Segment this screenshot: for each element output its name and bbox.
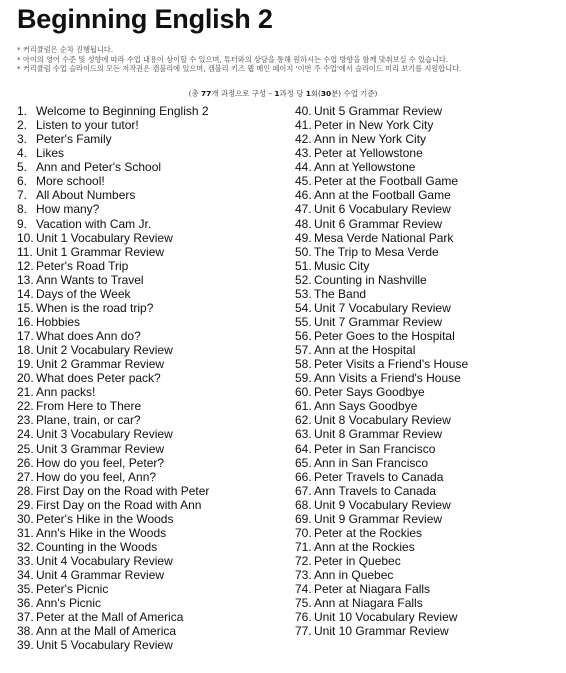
lesson-number: 32. <box>17 539 34 554</box>
lesson-item <box>295 624 560 638</box>
lesson-title: Unit 9 Vocabulary Review <box>314 497 451 512</box>
lesson-item <box>17 146 282 160</box>
lesson-item <box>17 596 282 610</box>
lesson-number: 46. <box>295 188 312 203</box>
lesson-title: Ann Visits a Friend's House <box>314 371 461 386</box>
lesson-item <box>17 231 282 245</box>
lesson-item <box>17 132 282 146</box>
lesson-number: 33. <box>17 554 34 568</box>
lesson-item <box>295 582 560 596</box>
lesson-title: Mesa Verde National Park <box>314 230 454 245</box>
lesson-title: Ann at the Hospital <box>314 343 416 358</box>
lesson-item <box>295 188 560 202</box>
lesson-number: 26. <box>17 455 34 470</box>
lesson-item <box>295 174 560 188</box>
lesson-title: Unit 8 Vocabulary Review <box>314 413 451 428</box>
lesson-number: 69. <box>295 511 312 526</box>
lesson-item <box>17 624 282 638</box>
lesson-item <box>17 554 282 568</box>
lesson-item <box>295 259 560 273</box>
lesson-item <box>17 456 282 470</box>
lesson-number: 20. <box>17 371 34 386</box>
lesson-item <box>17 188 282 202</box>
lesson-title: Ann at the Mall of America <box>36 624 177 639</box>
lesson-title: What does Ann do? <box>36 329 141 343</box>
lesson-item <box>17 498 282 512</box>
lesson-item <box>295 596 560 610</box>
lesson-title: Peter's Picnic <box>36 582 109 597</box>
summary-minutes: 30 <box>320 89 332 98</box>
lesson-title: Vacation with Cam Jr. <box>36 216 152 231</box>
lesson-item <box>17 273 282 287</box>
summary-sessions: 1 <box>305 89 311 98</box>
lesson-title: Ann in San Francisco <box>314 455 429 470</box>
lesson-title: Ann Wants to Travel <box>36 272 144 287</box>
lesson-item <box>295 273 560 287</box>
page-title: Beginning English 2 <box>17 4 273 34</box>
lesson-title: Counting in Nashville <box>314 272 427 287</box>
lesson-number: 45. <box>295 174 312 189</box>
lesson-number: 3. <box>17 132 28 147</box>
lesson-number: 37. <box>17 610 34 625</box>
lesson-title: Unit 4 Vocabulary Review <box>36 554 173 568</box>
lesson-number: 34. <box>17 568 34 583</box>
lesson-number: 6. <box>17 174 28 189</box>
lesson-number: 14. <box>17 286 34 301</box>
lesson-title: Unit 9 Grammar Review <box>314 511 443 526</box>
lesson-item <box>17 287 282 301</box>
lesson-number: 27. <box>17 469 34 484</box>
lesson-title: Unit 10 Vocabulary Review <box>314 610 458 625</box>
lesson-title: Peter at the Rockies <box>314 525 423 540</box>
lesson-number: 35. <box>17 582 34 597</box>
lesson-title: Unit 5 Vocabulary Review <box>36 638 173 653</box>
lesson-title: Ann Says Goodbye <box>314 399 418 414</box>
lesson-number: 39. <box>17 638 34 653</box>
lesson-item <box>295 329 560 343</box>
lesson-number: 64. <box>295 441 312 456</box>
lesson-number: 4. <box>17 146 28 161</box>
lesson-number: 41. <box>295 118 312 133</box>
lesson-title: Ann's Hike in the Woods <box>36 525 167 540</box>
lesson-title: Ann at Yellowstone <box>314 160 416 175</box>
lesson-item <box>295 568 560 582</box>
lesson-title: Unit 6 Vocabulary Review <box>314 202 451 217</box>
lesson-list-right <box>295 104 560 638</box>
lesson-item <box>295 385 560 399</box>
lesson-number: 18. <box>17 343 34 358</box>
lesson-title: More school! <box>36 174 105 189</box>
lesson-title: Plane, train, or car? <box>36 413 141 428</box>
lesson-title: Ann at Niagara Falls <box>314 596 423 611</box>
lesson-item <box>295 287 560 301</box>
lesson-number: 44. <box>295 160 312 175</box>
lesson-number: 8. <box>17 202 28 217</box>
lesson-title: Peter at Yellowstone <box>314 146 423 161</box>
course-summary <box>0 88 566 99</box>
lesson-title: Music City <box>314 258 370 273</box>
lesson-number: 58. <box>295 357 312 372</box>
summary-mid3: 회( <box>310 89 321 98</box>
lesson-number: 70. <box>295 525 312 540</box>
lesson-number: 47. <box>295 202 312 217</box>
lesson-number: 12. <box>17 258 34 273</box>
lesson-title: Listen to your tutor! <box>36 118 139 133</box>
lesson-title: Unit 2 Grammar Review <box>36 357 165 372</box>
lesson-number: 5. <box>17 160 28 175</box>
lesson-item <box>295 512 560 526</box>
lesson-title: Peter's Hike in the Woods <box>36 511 174 526</box>
lesson-number: 17. <box>17 329 34 343</box>
lesson-title: Ann's Picnic <box>36 596 101 611</box>
summary-mid4: 분) <box>331 89 342 98</box>
lesson-title: Peter Says Goodbye <box>314 385 425 400</box>
lesson-title: First Day on the Road with Ann <box>36 497 202 512</box>
lesson-item <box>17 118 282 132</box>
lesson-title: Likes <box>36 146 65 161</box>
curriculum-notes <box>17 45 557 74</box>
lesson-number: 56. <box>295 329 312 343</box>
lesson-item <box>295 427 560 441</box>
lesson-number: 76. <box>295 610 312 625</box>
lesson-number: 10. <box>17 230 34 245</box>
lesson-title: Unit 7 Vocabulary Review <box>314 300 451 315</box>
lesson-item <box>17 371 282 385</box>
lesson-title: Unit 3 Grammar Review <box>36 441 165 456</box>
note-item: * 커리큘럼은 순차 진행됩니다. <box>17 45 114 54</box>
lesson-title: Unit 8 Grammar Review <box>314 427 443 442</box>
lesson-number: 9. <box>17 216 28 231</box>
lesson-title: Ann at the Rockies <box>314 539 415 554</box>
lesson-title: Peter Visits a Friend's House <box>314 357 469 372</box>
lesson-title: Ann in New York City <box>314 132 427 147</box>
lesson-item <box>17 245 282 259</box>
lesson-number: 19. <box>17 357 34 372</box>
lesson-item <box>295 456 560 470</box>
lesson-number: 66. <box>295 469 312 484</box>
lesson-number: 40. <box>295 104 312 118</box>
lesson-number: 28. <box>17 483 34 498</box>
lesson-title: How do you feel, Peter? <box>36 455 165 470</box>
summary-suffix: 수업 기준) <box>341 89 378 98</box>
lesson-title: Unit 3 Vocabulary Review <box>36 427 173 442</box>
lesson-title: Peter's Family <box>36 132 112 147</box>
lesson-title: Peter at Niagara Falls <box>314 582 431 597</box>
summary-per-course: 1 <box>274 89 280 98</box>
lesson-item <box>17 174 282 188</box>
lesson-item <box>17 160 282 174</box>
lesson-item <box>17 610 282 624</box>
lesson-number: 75. <box>295 596 312 611</box>
lesson-title: When is the road trip? <box>36 300 154 315</box>
lesson-item <box>17 357 282 371</box>
lesson-number: 74. <box>295 582 312 597</box>
lesson-number: 23. <box>17 413 34 428</box>
lesson-title: Ann Travels to Canada <box>314 483 437 498</box>
lesson-title: Peter Travels to Canada <box>314 469 444 484</box>
lesson-item <box>295 315 560 329</box>
lesson-title: How many? <box>36 202 100 217</box>
lesson-number: 59. <box>295 371 312 386</box>
lesson-item <box>295 413 560 427</box>
lesson-number: 71. <box>295 539 312 554</box>
lesson-item <box>295 301 560 315</box>
lesson-item <box>295 104 560 118</box>
lesson-item <box>17 526 282 540</box>
lesson-item <box>295 498 560 512</box>
lesson-item <box>295 399 560 413</box>
lesson-title: Peter in San Francisco <box>314 441 436 456</box>
lesson-number: 13. <box>17 272 34 287</box>
lesson-number: 16. <box>17 314 34 329</box>
lesson-title: Days of the Week <box>36 286 131 301</box>
lesson-number: 54. <box>295 300 312 315</box>
lesson-title: Peter Goes to the Hospital <box>314 329 455 343</box>
lesson-item <box>17 484 282 498</box>
lesson-title: Hobbies <box>36 314 81 329</box>
lesson-item <box>295 343 560 357</box>
lesson-title: Peter's Road Trip <box>36 258 129 273</box>
lesson-number: 25. <box>17 441 34 456</box>
lesson-number: 73. <box>295 568 312 583</box>
lesson-number: 53. <box>295 286 312 301</box>
lesson-title: Welcome to Beginning English 2 <box>36 104 209 118</box>
summary-mid1: 개 과정으로 구성 – <box>211 89 275 98</box>
lesson-number: 24. <box>17 427 34 442</box>
lesson-item <box>17 442 282 456</box>
lesson-item <box>17 385 282 399</box>
lesson-title: Counting in the Woods <box>36 539 158 554</box>
lesson-number: 29. <box>17 497 34 512</box>
lesson-number: 67. <box>295 483 312 498</box>
lesson-title: Ann and Peter's School <box>36 160 162 175</box>
note-item: * 아이의 영어 수준 및 성향에 따라 수업 내용이 상이할 수 있으며, 튜터와의 상담을 통해 원하시는 수업 방향을 함께 맞춰보실 수 있습니다. <box>17 54 449 64</box>
summary-total: 77 <box>201 89 212 98</box>
lesson-title: Unit 6 Grammar Review <box>314 216 443 231</box>
lesson-number: 63. <box>295 427 312 442</box>
lesson-item <box>17 470 282 484</box>
lesson-number: 55. <box>295 314 312 329</box>
lesson-title: The Trip to Mesa Verde <box>314 244 439 259</box>
lesson-number: 21. <box>17 385 34 400</box>
lesson-item <box>17 638 282 652</box>
lesson-title: What does Peter pack? <box>36 371 161 386</box>
lesson-item <box>295 540 560 554</box>
lesson-number: 60. <box>295 385 312 400</box>
lesson-title: Peter in New York City <box>314 118 434 133</box>
lesson-item <box>295 231 560 245</box>
lesson-title: Ann in Quebec <box>314 568 394 583</box>
lesson-item <box>295 554 560 568</box>
lesson-item <box>17 329 282 343</box>
lesson-number: 11. <box>17 244 33 259</box>
lesson-title: Unit 4 Grammar Review <box>36 568 165 583</box>
lesson-number: 48. <box>295 216 312 231</box>
lesson-number: 42. <box>295 132 312 147</box>
lesson-title: Unit 5 Grammar Review <box>314 104 443 118</box>
lesson-number: 62. <box>295 413 312 428</box>
lesson-item <box>295 442 560 456</box>
lesson-item <box>295 132 560 146</box>
lesson-item <box>17 582 282 596</box>
summary-prefix: (총 <box>188 89 202 98</box>
lesson-title: Unit 1 Vocabulary Review <box>36 230 173 245</box>
lesson-item <box>17 301 282 315</box>
lesson-item <box>17 427 282 441</box>
lesson-number: 2. <box>17 118 28 133</box>
lesson-title: Ann at the Football Game <box>314 188 451 203</box>
lesson-number: 50. <box>295 244 312 259</box>
lesson-number: 72. <box>295 554 312 568</box>
lesson-number: 43. <box>295 146 312 161</box>
lesson-number: 52. <box>295 272 312 287</box>
lesson-number: 36. <box>17 596 34 611</box>
lesson-item <box>17 343 282 357</box>
lesson-number: 61. <box>295 399 312 414</box>
lesson-item <box>17 259 282 273</box>
lesson-title: Unit 10 Grammar Review <box>314 624 449 639</box>
lesson-title: The Band <box>314 286 367 301</box>
lesson-title: How do you feel, Ann? <box>36 469 157 484</box>
lesson-number: 22. <box>17 399 34 414</box>
lesson-item <box>295 202 560 216</box>
lesson-item <box>295 118 560 132</box>
lesson-number: 15. <box>17 300 34 315</box>
lesson-item <box>17 202 282 216</box>
lesson-title: All About Numbers <box>36 188 136 203</box>
lesson-item <box>295 484 560 498</box>
lesson-list-left <box>17 104 282 652</box>
lesson-title: Unit 7 Grammar Review <box>314 314 443 329</box>
lesson-item <box>295 610 560 624</box>
summary-mid2: 과정 당 <box>279 89 306 98</box>
lesson-item <box>295 526 560 540</box>
lesson-title: Unit 1 Grammar Review <box>36 244 165 259</box>
lesson-number: 51. <box>295 258 312 273</box>
lesson-title: Peter at the Football Game <box>314 174 459 189</box>
lesson-title: Peter at the Mall of America <box>36 610 184 625</box>
lesson-number: 49. <box>295 230 312 245</box>
lesson-number: 31. <box>17 525 34 540</box>
lesson-title: From Here to There <box>36 399 142 414</box>
lesson-item <box>295 146 560 160</box>
lesson-item <box>17 399 282 413</box>
lesson-item <box>17 217 282 231</box>
lesson-item <box>295 470 560 484</box>
lesson-item <box>17 104 282 118</box>
lesson-number: 65. <box>295 455 312 470</box>
lesson-item <box>295 217 560 231</box>
lesson-number: 1. <box>17 104 28 118</box>
lesson-item <box>295 245 560 259</box>
lesson-number: 57. <box>295 343 312 358</box>
lesson-item <box>295 357 560 371</box>
lesson-number: 38. <box>17 624 34 639</box>
lesson-item <box>295 160 560 174</box>
lesson-number: 68. <box>295 497 312 512</box>
lesson-item <box>17 540 282 554</box>
note-item: * 커리큘럼 수업 슬라이드의 모든 저작권은 캠블리에 있으며, 캠블리 키즈 웹 메인 페이지 '이번 주 수업'에서 슬라이드 미리 보기를 지원합니다. <box>17 64 462 74</box>
lesson-number: 30. <box>17 511 34 526</box>
lesson-title: Unit 2 Vocabulary Review <box>36 343 173 358</box>
lesson-title: Ann packs! <box>36 385 96 400</box>
lesson-number: 7. <box>17 188 28 203</box>
lesson-item <box>295 371 560 385</box>
lesson-title: Peter in Quebec <box>314 554 401 568</box>
lesson-item <box>17 512 282 526</box>
lesson-item <box>17 315 282 329</box>
lesson-title: First Day on the Road with Peter <box>36 483 210 498</box>
lesson-item <box>17 413 282 427</box>
lesson-number: 77. <box>295 624 312 639</box>
lesson-item <box>17 568 282 582</box>
